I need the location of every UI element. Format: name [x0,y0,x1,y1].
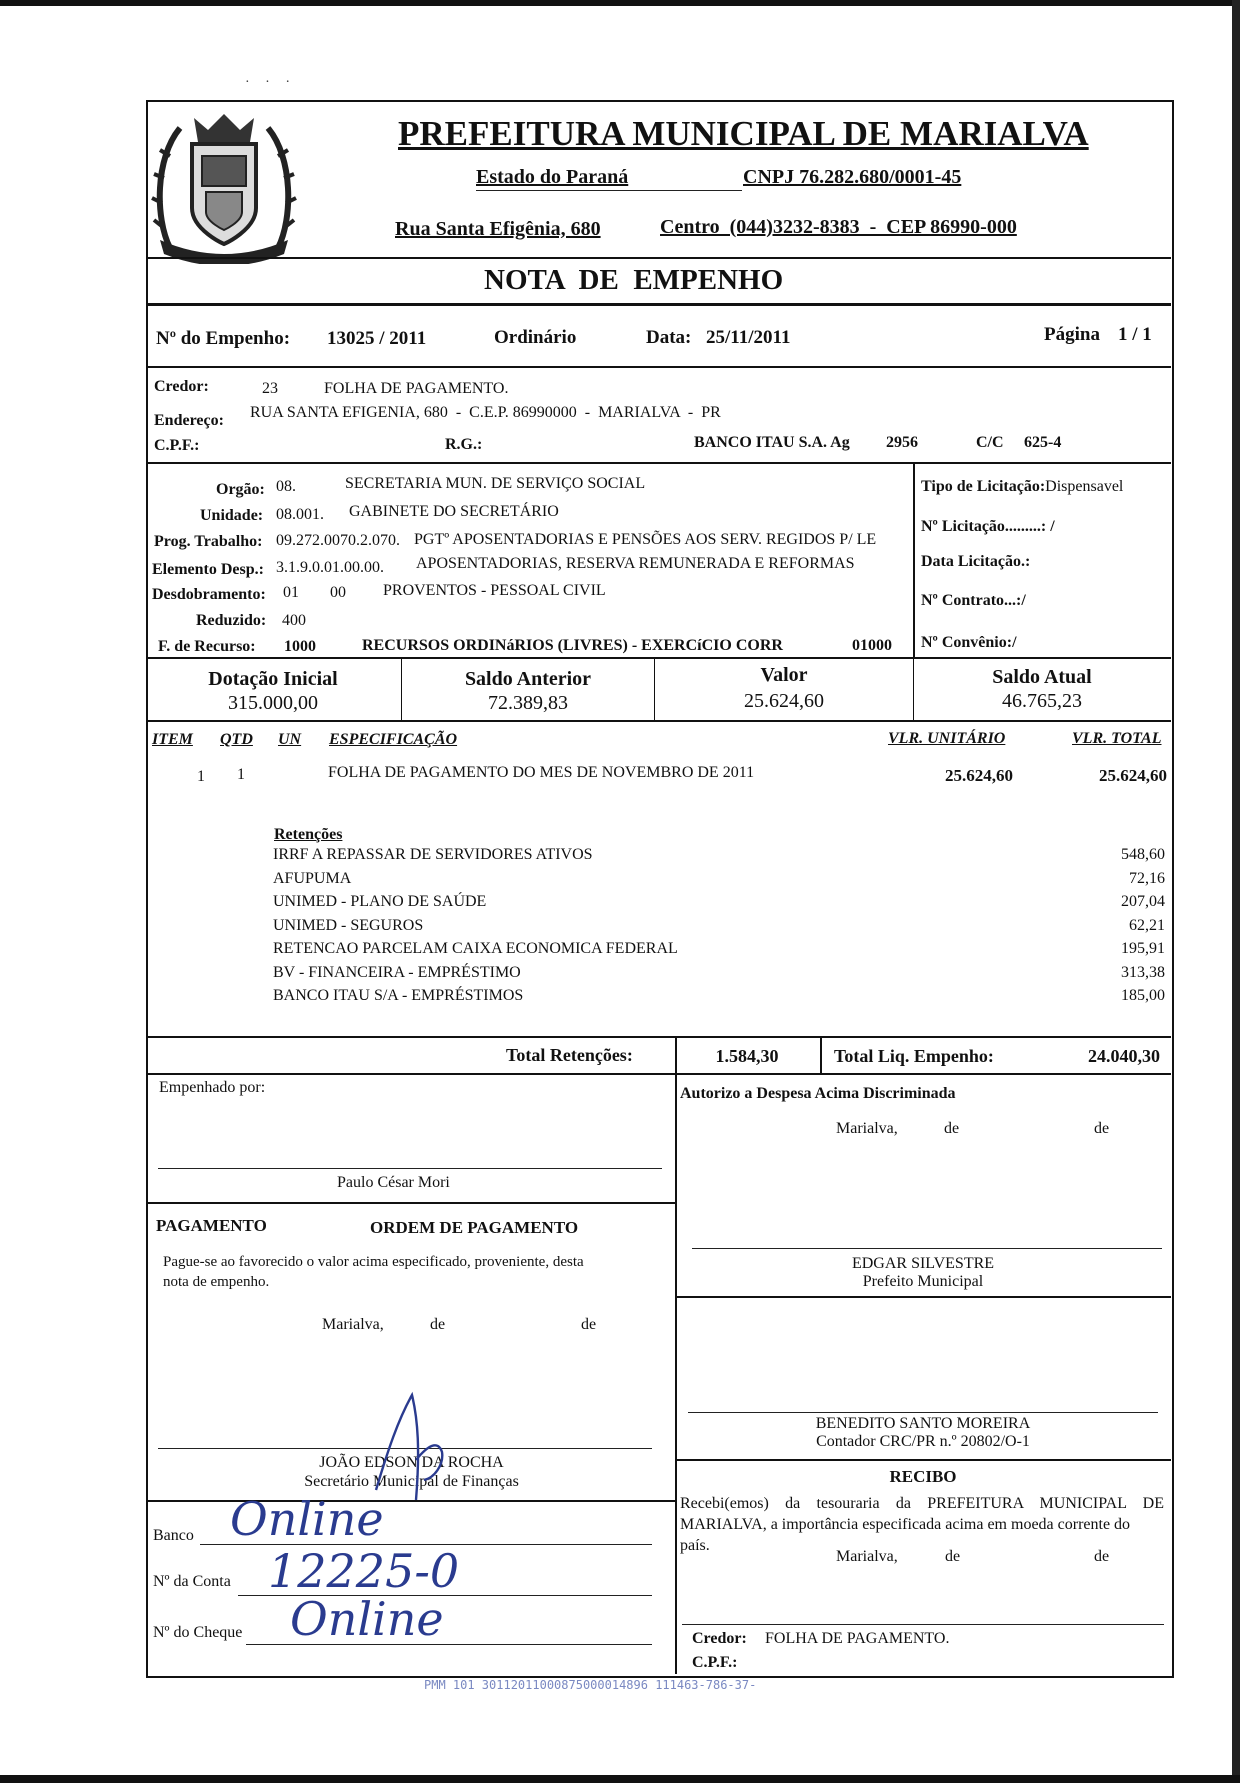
tipo-licitacao-label: Tipo de Licitação: [921,478,1046,495]
cheque-handwritten: Online [290,1592,444,1646]
col-un: UN [278,731,302,748]
recibo-signature-line [682,1624,1164,1625]
contador-signature-line [688,1412,1158,1413]
conta-handwritten: 12225-0 [268,1544,460,1598]
contador-divider [675,1459,1171,1461]
pague-de-1: de [430,1316,446,1333]
page-title: PREFEITURA MUNICIPAL DE MARIALVA [398,114,1089,153]
item-1-number: 1 [197,768,205,785]
creditor-divider [148,462,1171,464]
recibo-title: RECIBO [889,1467,957,1486]
orgao-label: Orgão: [216,481,265,498]
items-divider [148,1036,1171,1038]
recibo-city: Marialva, [836,1548,898,1565]
valor-value: 25.624,60 [744,690,824,712]
protocol-stamp: PMM 101 30112011000875000014896 111463-786-37- [424,1678,757,1692]
valor-label: Valor [760,664,808,686]
prefeito-signature-line [692,1248,1162,1249]
elemento-code: 3.1.9.0.01.00.00. [276,559,384,576]
totals-col-2 [820,1037,822,1073]
num-contrato: Nº Contrato...:/ [921,592,1026,609]
item-1-total: 25.624,60 [1099,766,1167,785]
item-1-spec: FOLHA DE PAGAMENTO DO MES DE NOVEMBRO DE 2011 [328,764,755,781]
street-label: Rua Santa Efigênia, 680 [395,218,601,240]
recurso-name: RECURSOS ORDINáRIOS (LIVRES) - EXERCíCIO CORR [362,637,783,654]
state-underline-extension [476,190,742,191]
date-label: Data: [646,327,692,348]
recurso-code: 1000 [284,638,316,655]
recibo-text-2: MARIALVA, a importância especificada acima em moeda corrente do [680,1516,1131,1533]
item-1-unit-price: 25.624,60 [945,766,1013,785]
item-1-qty: 1 [237,766,245,783]
pague-text-2: nota de empenho. [163,1274,270,1290]
creditor-code: 23 [262,380,278,397]
date-value: 25/11/2011 [706,327,791,348]
cnpj-label: CNPJ 76.282.680/0001-45 [743,166,962,188]
total-liquido-value: 24.040,30 [1088,1046,1160,1066]
anterior-label: Saldo Anterior [464,668,592,690]
retencao-value: 313,38 [1121,964,1165,981]
retencoes-title: Retenções [274,826,343,843]
reduzido-label: Reduzido: [196,612,267,629]
page-number: 1 / 1 [1118,324,1152,345]
pagamento-label: PAGAMENTO [156,1216,267,1235]
recurso-label: F. de Recurso: [158,638,256,655]
empenhado-divider [148,1202,675,1204]
creditor-label: Credor: [154,378,209,395]
empenho-label: Nº do Empenho: [156,328,291,349]
retencao-desc: IRRF A REPASSAR DE SERVIDORES ATIVOS [273,846,593,863]
recibo-credor-label: Credor: [692,1630,747,1647]
cc-label: C/C [976,434,1004,451]
secretario-name: JOÃO EDSON DA ROCHA [319,1454,504,1471]
recibo-de-1: de [945,1548,961,1565]
desdob-label: Desdobramento: [152,586,266,603]
tipo-licitacao-value: Dispensavel [1045,478,1124,495]
col-total: VLR. TOTAL [1072,730,1162,747]
col-qtd: QTD [220,731,253,748]
licitacao-divider [913,463,915,657]
retencao-desc: BV - FINANCEIRA - EMPRÉSTIMO [273,964,521,981]
recibo-text-3: país. [680,1537,710,1554]
footer-middle-divider [675,1074,677,1674]
elemento-name: APOSENTADORIAS, RESERVA REMUNERADA E REFORMAS [416,555,855,572]
orgao-code: 08. [276,478,296,495]
col-item: ITEM [152,731,193,748]
recurso-code2: 01000 [852,637,892,654]
recibo-text-1: Recebi(emos) da tesouraria da PREFEITURA MUNICIPAL DE [680,1495,1164,1512]
autorizo-city: Marialva, [836,1120,898,1137]
banco-handwritten: Online [230,1492,384,1546]
empenhado-name: Paulo César Mori [337,1174,450,1191]
desdob-code2: 00 [330,584,346,601]
contact-label: Centro (044)3232-8383 - CEP 86990-000 [660,216,1017,238]
retencao-value: 62,21 [1129,917,1165,934]
secretario-role: Secretário Municipal de Finanças [304,1473,519,1490]
tipo-licitacao [921,478,1123,496]
dotacao-label: Dotação Inicial [208,668,338,690]
empenho-divider [148,366,1171,368]
anterior-value: 72.389,83 [488,692,568,714]
coat-of-arms-icon [150,108,298,264]
autorizo-de-1: de [944,1120,960,1137]
state-label: Estado do Paraná [476,166,629,188]
ordem-pagamento-label: ORDEM DE PAGAMENTO [370,1218,579,1237]
secretario-divider [148,1500,675,1502]
recibo-credor-name: FOLHA DE PAGAMENTO. [765,1630,950,1647]
empenho-type: Ordinário [494,327,577,348]
prefeito-role: Prefeito Municipal [862,1273,984,1290]
dotacao-value: 315.000,00 [228,692,318,714]
num-convenio: Nº Convênio:/ [921,634,1017,651]
col-spec: ESPECIFICAÇÃO [329,731,458,748]
total-retencoes-label: Total Retenções: [506,1045,633,1065]
prog-name: PGTº APOSENTADORIAS E PENSÕES AOS SERV. REGIDOS P/ LE [414,531,877,548]
budget-divider [148,657,1171,659]
scan-border-right [1232,0,1240,1783]
cc-value: 625-4 [1024,434,1062,451]
retencao-value: 185,00 [1121,987,1165,1004]
banco-label: Banco [153,1527,194,1544]
pague-de-2: de [581,1316,597,1333]
prefeito-name: EDGAR SILVESTRE [851,1255,995,1272]
empenhado-label: Empenhado por: [159,1079,266,1096]
retencao-value: 207,04 [1121,893,1165,910]
cheque-label: Nº do Cheque [153,1624,243,1641]
prog-label: Prog. Trabalho: [154,533,263,550]
pague-text-1: Pague-se ao favorecido o valor acima especificado, proveniente, desta [163,1254,584,1270]
empenhado-signature-line [158,1168,662,1169]
scan-border-top [0,0,1240,6]
retencao-desc: RETENCAO PARCELAM CAIXA ECONOMICA FEDERAL [273,940,678,957]
atual-value: 46.765,23 [1002,690,1082,712]
contador-role: Contador CRC/PR n.º 20802/O-1 [816,1433,1030,1450]
desdob-code1: 01 [283,584,299,601]
orgao-name: SECRETARIA MUN. DE SERVIÇO SOCIAL [345,475,646,492]
autorizo-de-2: de [1094,1120,1110,1137]
address-label: Endereço: [154,412,224,429]
num-licitacao: Nº Licitação.........: / [921,518,1055,535]
retencao-value: 548,60 [1121,846,1165,863]
unidade-code: 08.001. [276,506,324,523]
retencao-desc: AFUPUMA [273,870,352,887]
contador-name: BENEDITO SANTO MOREIRA [815,1415,1031,1432]
elemento-label: Elemento Desp.: [152,561,264,578]
unidade-name: GABINETE DO SECRETÁRIO [349,503,559,520]
agency-value: 2956 [886,434,918,451]
total-liquido-label: Total Liq. Empenho: [834,1046,994,1066]
autorizo-label: Autorizo a Despesa Acima Discriminada [680,1085,956,1102]
prog-code: 09.272.0070.2.070. [276,532,400,549]
title-divider [148,303,1171,306]
retencao-value: 195,91 [1121,940,1165,957]
address-value: RUA SANTA EFIGENIA, 680 - C.E.P. 86990000 - MARIALVA - PR [250,404,721,421]
page-label: Página [1044,324,1100,345]
empenho-number: 13025 / 2011 [327,328,427,349]
scan-border-bottom [0,1775,1240,1783]
desdob-name: PROVENTOS - PESSOAL CIVIL [383,582,606,599]
cpf-label: C.P.F.: [154,437,200,454]
recibo-de-2: de [1094,1548,1110,1565]
rg-label: R.G.: [445,436,483,453]
retencao-value: 72,16 [1129,870,1165,887]
scan-speck: · · · [245,75,296,90]
reduzido-value: 400 [282,612,306,629]
retencao-desc: UNIMED - SEGUROS [273,917,424,934]
header-divider [148,257,1171,259]
creditor-name: FOLHA DE PAGAMENTO. [324,380,509,397]
doc-title: NOTA DE EMPENHO [484,264,784,296]
prefeito-divider [675,1296,1171,1298]
data-licitacao: Data Licitação.: [921,553,1031,570]
retencao-desc: UNIMED - PLANO DE SAÚDE [273,893,487,910]
total-retencoes-value: 1.584,30 [715,1046,779,1066]
totals-divider [148,1073,1171,1075]
col-unit: VLR. UNITÁRIO [888,730,1006,747]
conta-label: Nº da Conta [153,1573,231,1590]
retencao-desc: BANCO ITAU S/A - EMPRÉSTIMOS [273,987,524,1004]
bank-label: BANCO ITAU S.A. Ag [694,434,850,451]
unidade-label: Unidade: [200,507,264,524]
recibo-cpf-label: C.P.F.: [692,1654,738,1671]
atual-label: Saldo Atual [992,666,1092,688]
balances-divider [148,720,1171,722]
pague-city: Marialva, [322,1316,384,1333]
secretario-signature [368,1390,478,1510]
